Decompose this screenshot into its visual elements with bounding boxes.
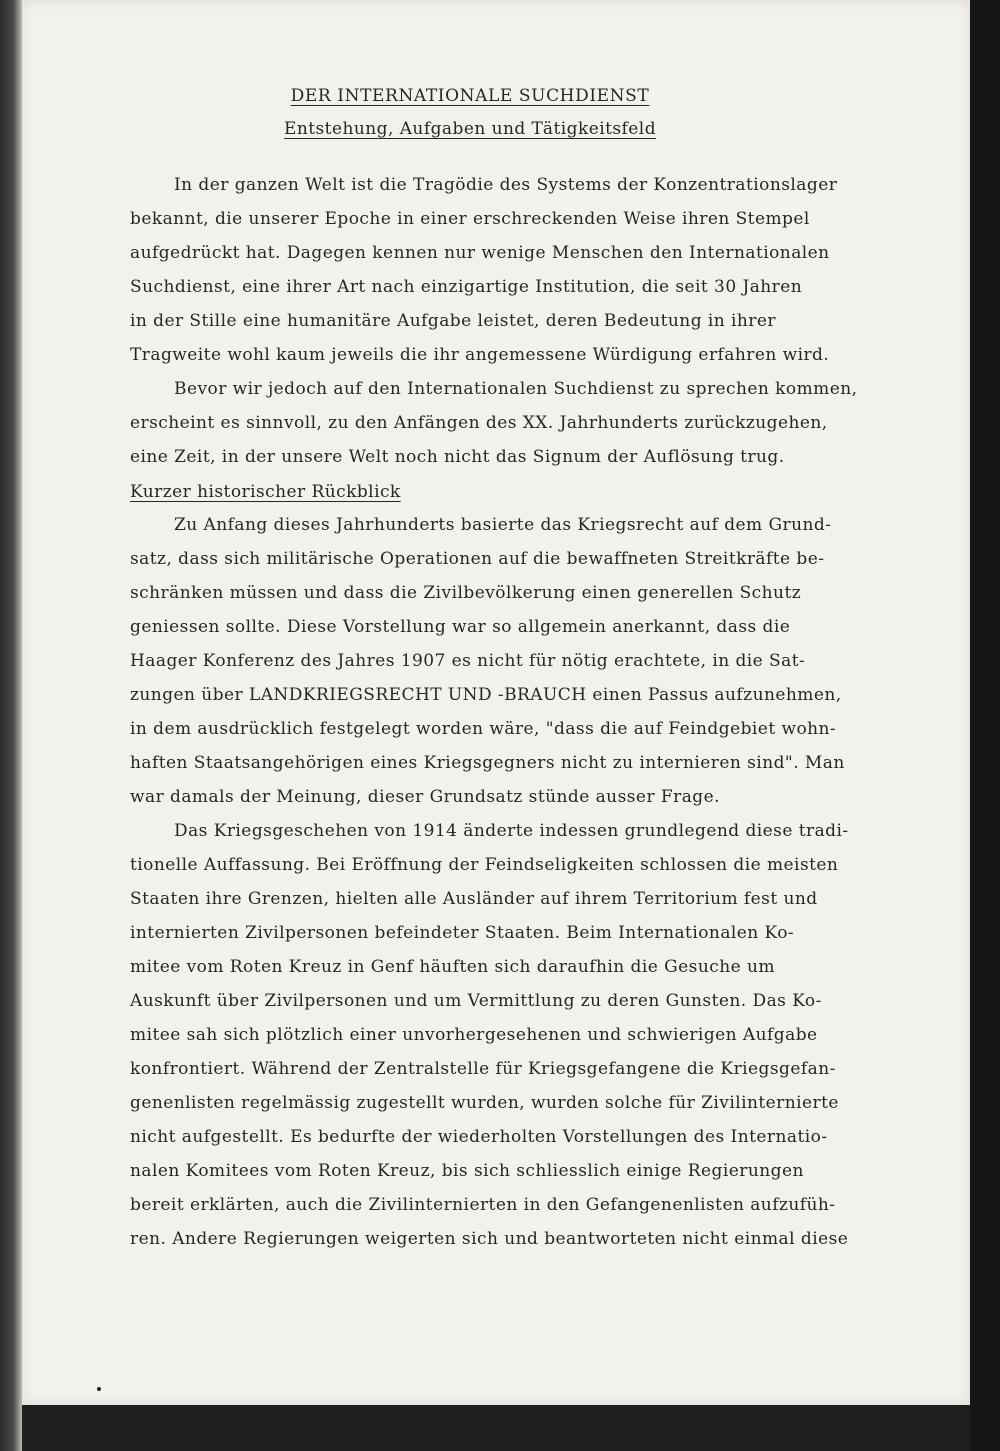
body-line: Tragweite wohl kaum jeweils die ihr angemessene Würdigung erfahren wird. <box>130 345 830 365</box>
document-subtitle: Entstehung, Aufgaben und Tätigkeitsfeld <box>283 119 657 139</box>
body-line: mitee vom Roten Kreuz in Genf häuften sich daraufhin die Gesuche um <box>130 957 775 977</box>
body-line: Das Kriegsgeschehen von 1914 änderte indessen grundlegend diese tradi- <box>174 821 849 841</box>
body-line: erscheint es sinnvoll, zu den Anfängen des XX. Jahrhunderts zurückzugehen, <box>130 413 828 433</box>
section-heading: Kurzer historischer Rückblick <box>130 482 401 502</box>
body-line: mitee sah sich plötzlich einer unvorhergesehenen und schwierigen Aufgabe <box>130 1025 818 1045</box>
body-line: Auskunft über Zivilpersonen und um Vermittlung zu deren Gunsten. Das Ko- <box>130 991 822 1011</box>
body-line: Suchdienst, eine ihrer Art nach einzigartige Institution, die seit 30 Jahren <box>130 277 803 297</box>
body-line: internierten Zivilpersonen befeindeter Staaten. Beim Internationalen Ko- <box>130 923 795 943</box>
body-line: in dem ausdrücklich festgelegt worden wäre, "dass die auf Feindgebiet wohn- <box>130 719 837 739</box>
left-page-fold <box>0 0 22 1451</box>
body-line: eine Zeit, in der unsere Welt noch nicht das Signum der Auflösung trug. <box>130 447 785 467</box>
scan-right-edge <box>970 0 1000 1451</box>
body-line: war damals der Meinung, dieser Grundsatz stünde ausser Frage. <box>130 787 720 807</box>
body-line: bekannt, die unserer Epoche in einer erschreckenden Weise ihren Stempel <box>130 209 810 229</box>
body-line: Bevor wir jedoch auf den Internationalen Suchdienst zu sprechen kommen, <box>174 379 858 399</box>
body-line: In der ganzen Welt ist die Tragödie des Systems der Konzentrationslager <box>174 175 838 195</box>
body-line: aufgedrückt hat. Dagegen kennen nur wenige Menschen den Internationalen <box>130 243 830 263</box>
body-line: Haager Konferenz des Jahres 1907 es nicht für nötig erachtete, in die Sat- <box>130 651 806 671</box>
body-line: zungen über LANDKRIEGSRECHT UND -BRAUCH einen Passus aufzunehmen, <box>130 685 842 705</box>
body-line: tionelle Auffassung. Bei Eröffnung der Feindseligkeiten schlossen die meisten <box>130 855 839 875</box>
body-line: Staaten ihre Grenzen, hielten alle Ausländer auf ihrem Territorium fest und <box>130 889 818 909</box>
scan-bottom-edge <box>22 1405 970 1451</box>
document-title: DER INTERNATIONALE SUCHDIENST <box>290 86 650 106</box>
body-line: satz, dass sich militärische Operationen auf die bewaffneten Streitkräfte be- <box>130 549 825 569</box>
body-line: ren. Andere Regierungen weigerten sich und beantworteten nicht einmal diese <box>130 1229 849 1249</box>
body-line: nalen Komitees vom Roten Kreuz, bis sich schliesslich einige Regierungen <box>130 1161 804 1181</box>
body-line: nicht aufgestellt. Es bedurfte der wiederholten Vorstellungen des Internatio- <box>130 1127 828 1147</box>
paper-speck <box>97 1387 101 1391</box>
body-line: Zu Anfang dieses Jahrhunderts basierte das Kriegsrecht auf dem Grund- <box>174 515 832 535</box>
body-line: schränken müssen und dass die Zivilbevölkerung einen generellen Schutz <box>130 583 802 603</box>
body-line: genenlisten regelmässig zugestellt wurden, wurden solche für Zivilinternierte <box>130 1093 839 1113</box>
body-line: geniessen sollte. Diese Vorstellung war so allgemein anerkannt, dass die <box>130 617 791 637</box>
body-line: haften Staatsangehörigen eines Kriegsgegners nicht zu internieren sind". Man <box>130 753 845 773</box>
body-line: konfrontiert. Während der Zentralstelle für Kriegsgefangene die Kriegsgefan- <box>130 1059 836 1079</box>
body-line: bereit erklärten, auch die Zivilinternierten in den Gefangenenlisten aufzufüh- <box>130 1195 836 1215</box>
body-line: in der Stille eine humanitäre Aufgabe leistet, deren Bedeutung in ihrer <box>130 311 776 331</box>
